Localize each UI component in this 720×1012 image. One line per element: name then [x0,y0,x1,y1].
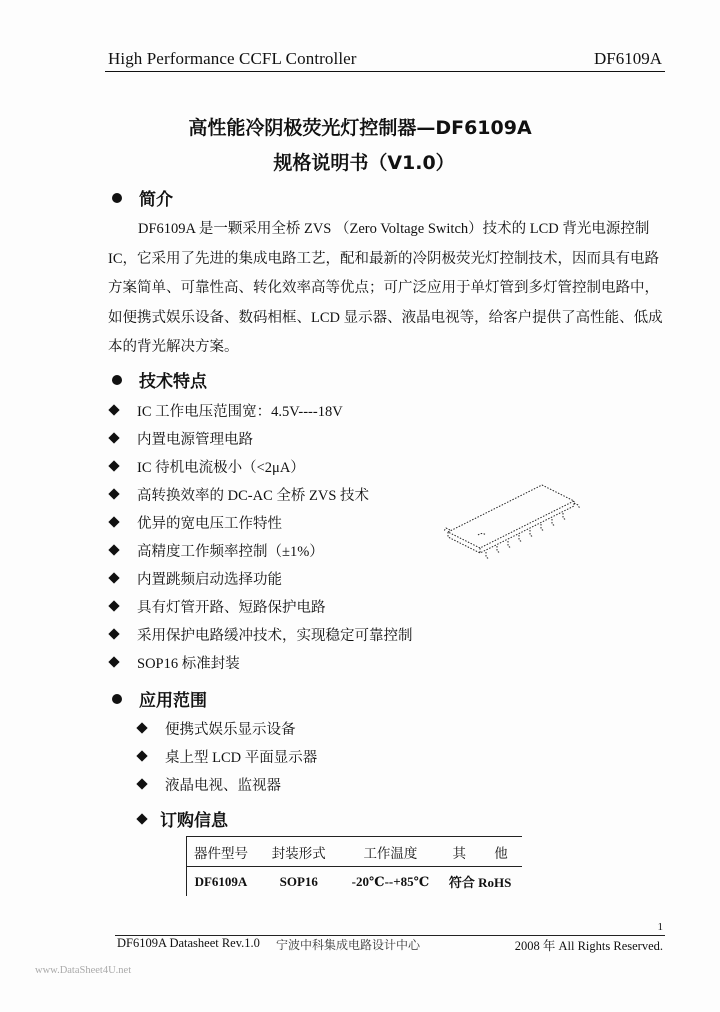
application-text: 液晶电视、监视器 [165,777,281,794]
bullet-dot-icon [112,694,122,704]
bullet-diamond-icon [108,404,119,415]
bullet-diamond-icon [108,460,119,471]
bullet-dot-icon [112,375,122,385]
bullet-diamond-icon [136,750,147,761]
table-header-cell: 工作温度 [343,837,439,867]
table-cell: SOP16 [279,873,318,889]
bullet-diamond-icon [108,488,119,499]
bullet-diamond-icon [136,813,147,824]
bullet-diamond-icon [108,628,119,639]
bullet-dot-icon [112,193,122,203]
section-heading-ordering [136,806,228,831]
feature-text: IC 待机电流极小（<2μA） [137,459,305,476]
section-heading-label: 应用范围 [139,691,207,711]
feature-item [108,540,324,560]
intro-line: 如便携式娱乐设备、数码相框、LCD 显示器、液晶电视等，给客户提供了高性能、低成 [108,309,663,326]
footer-revision: DF6109A Datasheet Rev.1.0 [117,936,260,950]
table-row [187,867,523,897]
application-text: 便携式娱乐显示设备 [165,721,296,738]
header-divider [105,71,665,72]
bullet-diamond-icon [108,516,119,527]
page-title: 高性能冷阴极荧光灯控制器—DF6109A [188,117,532,139]
bullet-diamond-icon [108,600,119,611]
section-heading-label: 简介 [139,190,173,210]
section-heading-applications [110,686,207,711]
bullet-diamond-icon [108,432,119,443]
footer-copyright: 2008 年 All Rights Reserved. [514,939,663,953]
bullet-diamond-icon [136,778,147,789]
table-cell: 符合 RoHS [448,875,512,890]
feature-text: 内置跳频启动选择功能 [137,571,282,588]
table-cell: -20℃--+85℃ [351,873,430,889]
page-subtitle: 规格说明书（V1.0） [273,152,455,174]
intro-paragraph [108,215,668,363]
section-heading-intro [110,185,173,210]
bullet-diamond-icon [108,572,119,583]
feature-text: SOP16 标准封装 [137,655,240,672]
application-item [136,718,296,738]
bullet-diamond-icon [108,656,119,667]
intro-line: IC，它采用了先进的集成电路工艺，配和最新的冷阴极荧光灯控制技术，因而具有电路 [108,250,659,267]
application-item [136,746,317,766]
feature-item [108,456,305,476]
feature-item [108,596,326,616]
intro-line: 方案简单、可靠性高、转化效率高等优点；可广泛应用于单灯管到多灯管控制电路中， [108,280,659,296]
feature-item [108,624,413,644]
feature-text: 优异的宽电压工作特性 [137,515,282,532]
ordering-table [186,836,522,896]
table-cell: DF6109A [187,867,255,897]
feature-text: 高转换效率的 DC-AC 全桥 ZVS 技术 [137,487,370,504]
intro-line: DF6109A 是一颗采用全桥 ZVS （Zero Voltage Switch）技术的 LCD 背光电源控制 [138,221,650,237]
feature-item [108,652,240,672]
feature-text: 具有灯管开路、短路保护电路 [137,599,326,616]
feature-item [108,428,253,448]
footer-organization: 宁波中科集成电路设计中心 [276,938,421,952]
application-text: 桌上型 LCD 平面显示器 [165,749,318,766]
header-document-title: High Performance CCFL Controller [108,49,357,68]
table-header-row [187,837,523,867]
application-item [136,774,281,794]
page-number: 1 [657,921,663,933]
table-header-cell: 他 [480,837,522,867]
feature-text: IC 工作电压范围宽：4.5V----18V [137,403,343,420]
section-heading-label: 技术特点 [139,372,207,392]
feature-text: 高精度工作频率控制（±1%） [137,543,324,560]
section-heading-features [110,367,207,392]
watermark-link[interactable]: www.DataSheet4U.net [35,965,132,976]
feature-text: 采用保护电路缓冲技术，实现稳定可靠控制 [137,627,413,644]
feature-item [108,400,343,420]
bullet-diamond-icon [136,722,147,733]
feature-item [108,568,282,588]
feature-item [108,484,369,504]
section-heading-label: 订购信息 [160,811,228,831]
feature-item [108,512,282,532]
bullet-diamond-icon [108,544,119,555]
intro-line: 本的背光解决方案。 [108,339,239,355]
table-header-cell: 其 [438,837,480,867]
table-header-cell: 封装形式 [255,837,343,867]
feature-text: 内置电源管理电路 [137,431,253,448]
sop16-chip-icon [440,470,600,570]
table-header-cell: 器件型号 [187,837,255,867]
header-part-number: DF6109A [593,49,662,68]
